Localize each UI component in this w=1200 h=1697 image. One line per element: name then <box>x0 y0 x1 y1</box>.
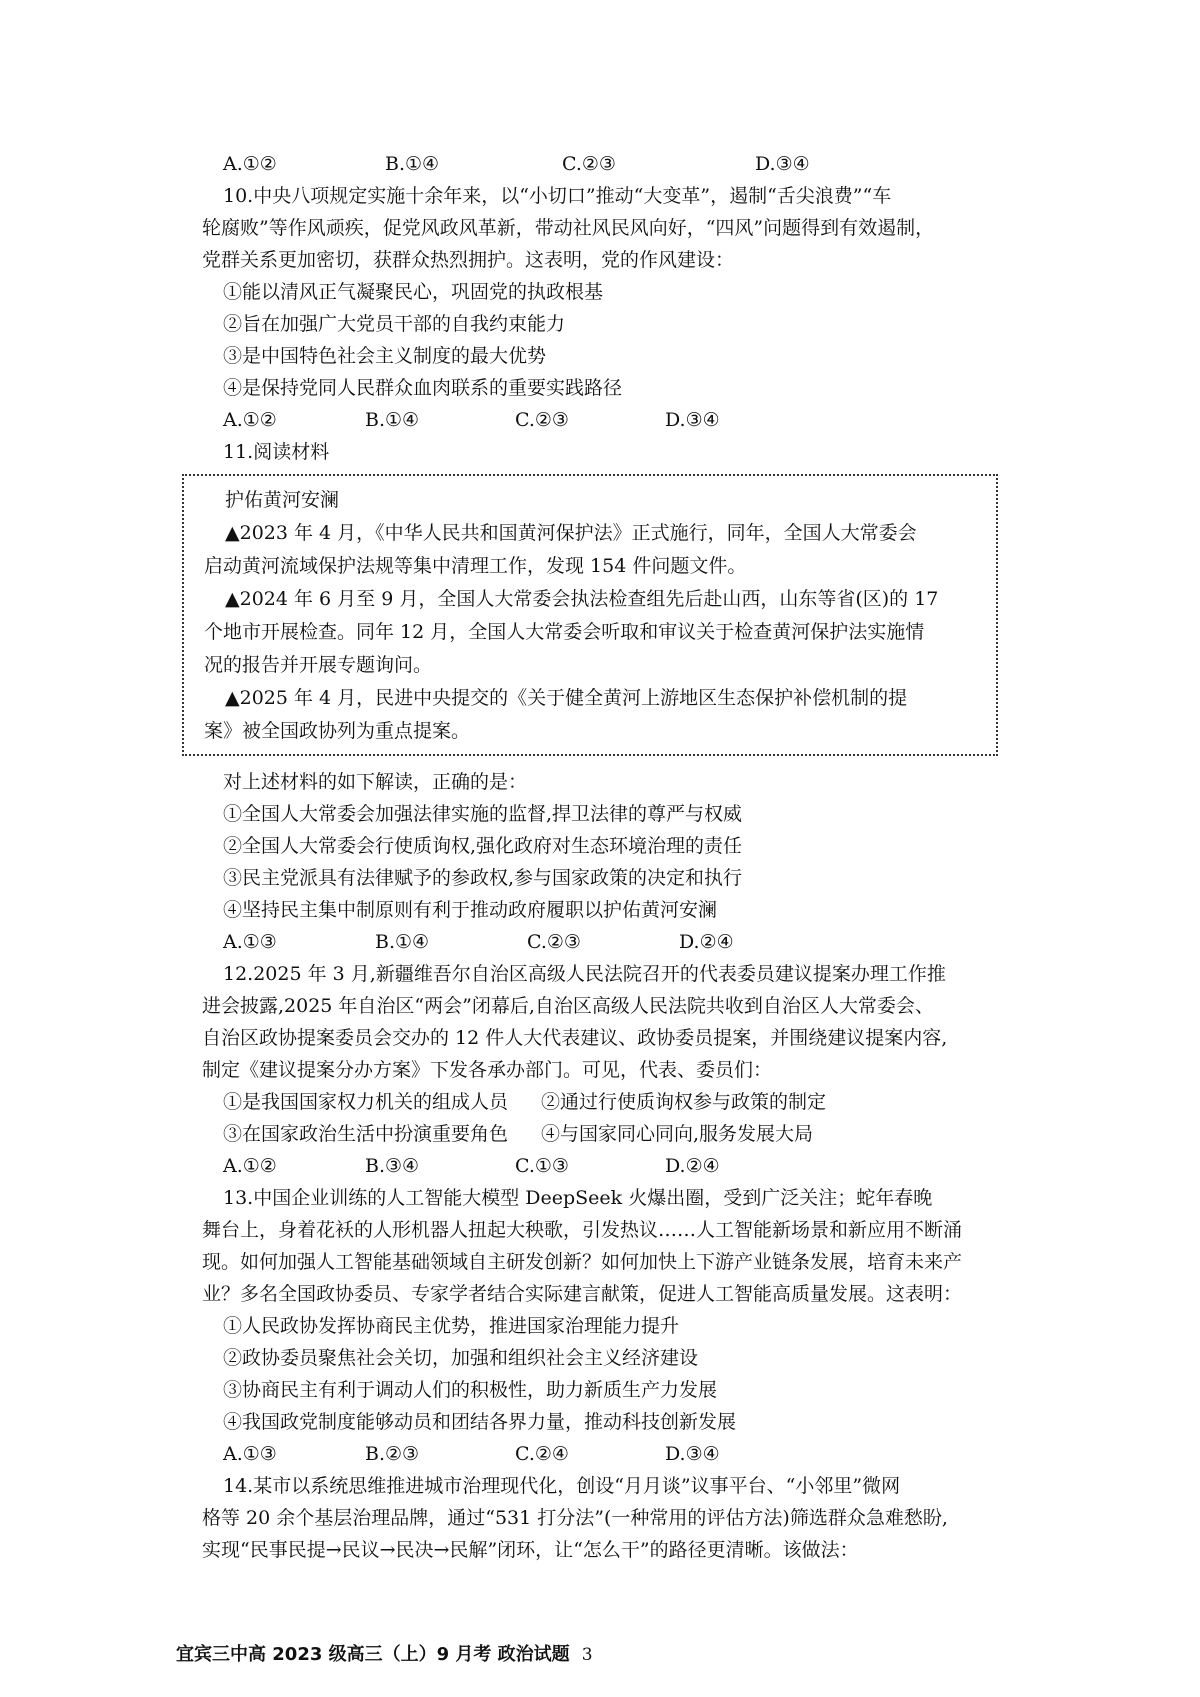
q12-item: ②通过行使质询权参与政策的制定 <box>541 1091 827 1113</box>
q11-option-c: C.②③ <box>527 931 581 953</box>
q9-option-b: B.①④ <box>385 153 440 175</box>
q12-option-a: A.①② <box>223 1155 277 1177</box>
q13-stem-line: 现。如何加强人工智能基础领域自主研发创新？如何加快上下游产业链条发展，培育未来产 <box>202 1251 963 1273</box>
q14-stem-line: 格等 20 余个基层治理品牌，通过“531 打分法”(一种常用的评估方法)筛选群众急难愁盼, <box>202 1507 948 1529</box>
q10-option-a: A.①② <box>223 409 277 431</box>
q12-item: ③在国家政治生活中扮演重要角色 <box>223 1123 509 1145</box>
q12-stem-line: 进会披露,2025 年自治区“两会”闭幕后,自治区高级人民法院共收到自治区人大常委会、 <box>202 995 934 1017</box>
page-footer <box>176 1640 593 1666</box>
q10-option-c: C.②③ <box>515 409 569 431</box>
q11-item: ③民主党派具有法律赋予的参政权,参与国家政策的决定和执行 <box>223 867 743 889</box>
q13-option-c: C.②④ <box>515 1443 569 1465</box>
material-box <box>182 474 998 756</box>
q10-item: ②旨在加强广大党员干部的自我约束能力 <box>223 313 566 335</box>
footer-title: 宜宾三中高 2023 级高三（上）9 月考 政治试题 <box>176 1644 570 1665</box>
q13-item: ①人民政协发挥协商民主优势，推进国家治理能力提升 <box>223 1315 680 1337</box>
q9-option-c: C.②③ <box>562 153 616 175</box>
q10-item: ④是保持党同人民群众血肉联系的重要实践路径 <box>223 377 623 399</box>
q10-option-b: B.①④ <box>365 409 420 431</box>
q13-item: ④我国政党制度能够动员和团结各界力量，推动科技创新发展 <box>223 1411 737 1433</box>
q10-item: ③是中国特色社会主义制度的最大优势 <box>223 345 547 367</box>
q12-stem-line: 自治区政协提案委员会交办的 12 件人大代表建议、政协委员提案，并围绕建议提案内容, <box>202 1027 948 1049</box>
page-content <box>202 148 1010 1566</box>
q13-stem-line: 舞台上，身着花袄的人形机器人扭起大秧歌，引发热议……人工智能新场景和新应用不断涌 <box>202 1219 963 1241</box>
q10-stem-line: 党群关系更加密切，获群众热烈拥护。这表明，党的作风建设： <box>202 249 735 271</box>
material-line: 启动黄河流域保护法规等集中清理工作，发现 154 件问题文件。 <box>204 555 747 577</box>
material-line: 况的报告并开展专题询问。 <box>204 654 433 676</box>
q12-option-b: B.③④ <box>365 1155 420 1177</box>
q10-option-d: D.③④ <box>665 409 720 431</box>
q14-stem-line: 实现“民事民提→民议→民决→民解”闭环，让“怎么干”的路径更清晰。该做法： <box>202 1539 859 1561</box>
q13-option-a: A.①③ <box>223 1443 277 1465</box>
q12-option-c: C.①③ <box>515 1155 569 1177</box>
q10-options <box>202 404 1010 436</box>
q11-option-a: A.①③ <box>223 931 277 953</box>
q9-option-d: D.③④ <box>755 153 810 175</box>
q11-item: ④坚持民主集中制原则有利于推动政府履职以护佑黄河安澜 <box>223 899 718 921</box>
q12-option-d: D.②④ <box>665 1155 720 1177</box>
material-title: 护佑黄河安澜 <box>225 489 340 511</box>
q11-stem: 11.阅读材料 <box>223 441 330 463</box>
material-line: ▲2024 年 6 月至 9 月，全国人大常委会执法检查组先后赴山西，山东等省(区)的 17 <box>225 588 939 610</box>
q13-option-b: B.②③ <box>365 1443 420 1465</box>
q13-item: ②政协委员聚焦社会关切，加强和组织社会主义经济建设 <box>223 1347 699 1369</box>
q13-options <box>202 1438 1010 1470</box>
q12-item-row <box>202 1118 1010 1150</box>
q13-item: ③协商民主有利于调动人们的积极性，助力新质生产力发展 <box>223 1379 718 1401</box>
q12-stem-line: 12.2025 年 3 月,新疆维吾尔自治区高级人民法院召开的代表委员建议提案办理工作推 <box>223 963 946 985</box>
q13-stem-line: 13.中国企业训练的人工智能大模型 DeepSeek 火爆出圈，受到广泛关注；蛇年春晚 <box>223 1187 933 1209</box>
q10-stem-line: 10.中央八项规定实施十余年来，以“小切口”推动“大变革”，遏制“舌尖浪费”“车 <box>223 185 892 207</box>
material-line: ▲2025 年 4 月，民进中央提交的《关于健全黄河上游地区生态保护补偿机制的提 <box>225 687 908 709</box>
q9-options <box>202 148 1010 180</box>
page-number: 3 <box>581 1645 593 1665</box>
q11-item: ①全国人大常委会加强法律实施的监督,捍卫法律的尊严与权威 <box>223 803 743 825</box>
q11-option-d: D.②④ <box>679 931 734 953</box>
q11-item: ②全国人大常委会行使质询权,强化政府对生态环境治理的责任 <box>223 835 743 857</box>
material-line: 案》被全国政协列为重点提案。 <box>204 720 471 742</box>
q12-item: ①是我国国家权力机关的组成人员 <box>223 1091 509 1113</box>
q12-options <box>202 1150 1010 1182</box>
q12-item: ④与国家同心同向,服务发展大局 <box>541 1123 814 1145</box>
q12-item-row <box>202 1086 1010 1118</box>
q13-stem-line: 业？多名全国政协委员、专家学者结合实际建言献策，促进人工智能高质量发展。这表明： <box>202 1283 963 1305</box>
q13-option-d: D.③④ <box>665 1443 720 1465</box>
q11-option-b: B.①④ <box>375 931 430 953</box>
material-line: ▲2023 年 4 月，《中华人民共和国黄河保护法》正式施行，同年，全国人大常委会 <box>225 522 917 544</box>
q12-stem-line: 制定《建议提案分办方案》下发各承办部门。可见，代表、委员们： <box>202 1059 773 1081</box>
q14-stem-line: 14.某市以系统思维推进城市治理现代化，创设“月月谈”议事平台、“小邻里”微网 <box>223 1475 901 1497</box>
q11-question: 对上述材料的如下解读，正确的是： <box>223 771 528 793</box>
q10-stem-line: 轮腐败”等作风顽疾，促党风政风革新，带动社风民风向好，“四风”问题得到有效遏制， <box>202 217 935 239</box>
q9-option-a: A.①② <box>223 153 277 175</box>
q11-options <box>202 926 1010 958</box>
q10-item: ①能以清风正气凝聚民心，巩固党的执政根基 <box>223 281 604 303</box>
material-line: 个地市开展检查。同年 12 月，全国人大常委会听取和审议关于检查黄河保护法实施情 <box>204 621 925 643</box>
